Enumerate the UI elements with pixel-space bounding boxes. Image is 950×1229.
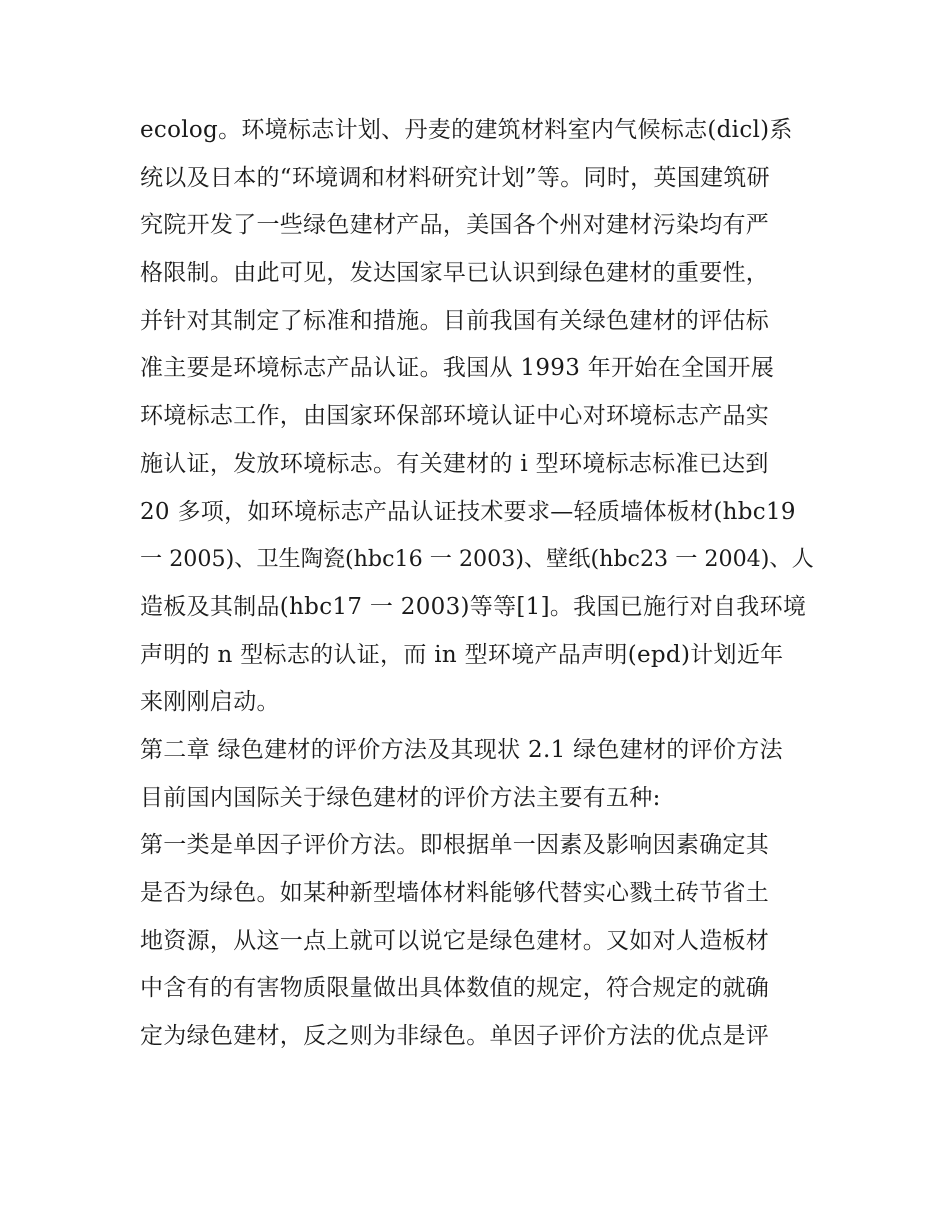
body-text xyxy=(140,107,820,1061)
text-line: 造板及其制品(hbc17 一 2003)等等[1]。我国已施行对自我环境 xyxy=(140,593,807,620)
text-line: 是否为绿色。如某种新型墙体材料能够代替实心戮土砖节省土 xyxy=(140,880,770,906)
text-line: 究院开发了一些绿色建材产品，美国各个州对建材污染均有严 xyxy=(140,212,770,239)
text-line: 格限制。由此可见，发达国家早已认识到绿色建材的重要性， xyxy=(140,260,770,287)
text-line: 定为绿色建材，反之则为非绿色。单因子评价方法的优点是评 xyxy=(140,1023,770,1050)
text-line: 环境标志工作，由国家环保部环境认证中心对环境标志产品实 xyxy=(140,403,770,430)
chapter-heading-line: 第二章 绿色建材的评价方法及其现状 2.1 绿色建材的评价方法 xyxy=(140,736,783,763)
text-line: 声明的 n 型标志的认证，而 in 型环境产品声明(epd)计划近年 xyxy=(140,641,784,668)
text-line: ecolog。环境标志计划、丹麦的建筑材料室内气候标志(dicl)系 xyxy=(140,117,793,143)
text-line: 准主要是环境标志产品认证。我国从 1993 年开始在全国开展 xyxy=(140,355,775,382)
text-line: 第一类是单因子评价方法。即根据单一因素及影响因素确定其 xyxy=(140,832,770,859)
text-line: 统以及日本的“环境调和材料研究计划”等。同时，英国建筑研 xyxy=(140,164,770,191)
text-line: 20 多项，如环境标志产品认证技术要求—轻质墙体板材(hbc19 xyxy=(140,498,796,525)
text-line: 地资源，从这一点上就可以说它是绿色建材。又如对人造板材 xyxy=(140,927,770,954)
text-line: 中含有的有害物质限量做出具体数值的规定，符合规定的就确 xyxy=(140,975,770,1002)
text-line: 并针对其制定了标准和措施。目前我国有关绿色建材的评估标 xyxy=(140,307,770,334)
text-line: 施认证，发放环境标志。有关建材的 i 型环境标志标准已达到 xyxy=(140,450,769,477)
text-line: 目前国内国际关于绿色建材的评价方法主要有五种: xyxy=(140,784,661,811)
text-line: 来刚刚启动。 xyxy=(140,689,280,716)
text-line: 一 2005)、卫生陶瓷(hbc16 一 2003)、壁纸(hbc23 一 2004)、人 xyxy=(140,546,814,573)
